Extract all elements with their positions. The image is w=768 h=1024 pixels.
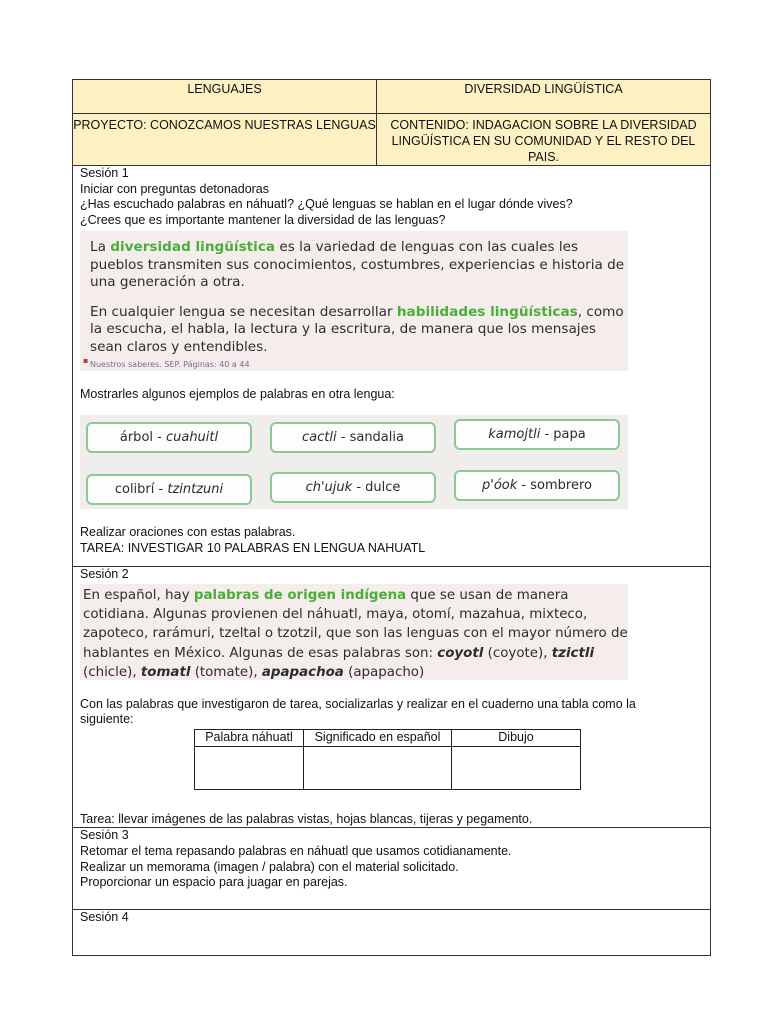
- word-card: [270, 422, 436, 453]
- word-native: cuahuitl: [165, 429, 219, 445]
- session-1-line: Iniciar con preguntas detonadoras: [80, 181, 270, 196]
- session-1-cell: [73, 166, 711, 567]
- session-1-line: ¿Crees que es importante mantener la diversidad de las lenguas?: [80, 212, 446, 227]
- word-spanish: árbol -: [119, 429, 166, 445]
- lesson-plan-table: [72, 79, 711, 956]
- excerpt-text: , como la escucha, el habla, la lectura y la escritura, de manera que los mensajes sean claros y entendibles.: [90, 303, 624, 355]
- textbook-excerpt-indigenous-words: [80, 584, 628, 680]
- example-word: apapachoa: [261, 665, 344, 681]
- word-native: p'óok: [482, 477, 518, 493]
- word-card: [454, 470, 620, 501]
- session-1-line: ¿Has escuchado palabras en náhuatl? ¿Qué lenguas se hablan en el lugar dónde vives?: [80, 197, 573, 212]
- activity-text: Realizar oraciones con estas palabras.: [80, 524, 296, 539]
- word-spanish: colibrí -: [114, 481, 168, 497]
- word-spanish: - dulce: [352, 479, 401, 495]
- session-2-homework: Tarea: llevar imágenes de las palabras vistas, hojas blancas, tijeras y pegamento.: [80, 811, 533, 826]
- header-row-2: [73, 114, 711, 166]
- session-3-title: Sesión 3: [80, 828, 129, 843]
- notebook-table-template: [194, 729, 581, 790]
- word-card: [270, 472, 436, 503]
- word-spanish: - papa: [540, 426, 586, 442]
- session-4-title: Sesión 4: [80, 910, 129, 925]
- word-card: [454, 419, 620, 450]
- session-1-title: Sesión 1: [80, 166, 129, 180]
- source-marker-icon: ▪: [83, 355, 89, 365]
- word-native: cactli: [302, 429, 337, 445]
- session-2-row: [73, 567, 711, 828]
- header-row-1: [73, 80, 711, 114]
- session-2-instructions: Con las palabras que investigaron de tarea, socializarlas y realizar en el cuaderno una tabla como la siguiente:: [80, 696, 636, 727]
- content-cell: CONTENIDO: INDAGACION SOBRE LA DIVERSIDAD LINGÜÍSTICA EN SU COMUNIDAD Y EL RESTO DEL PAIS.: [377, 114, 711, 166]
- col-header-drawing: Dibujo: [452, 729, 581, 746]
- highlight-term: habilidades lingüísticas: [396, 303, 578, 320]
- excerpt-text: En cualquier lengua se necesitan desarrollar: [90, 303, 397, 320]
- word-spanish: - sombrero: [517, 477, 592, 493]
- excerpt-paragraph-1: [90, 239, 628, 292]
- session-3-cell: [73, 828, 711, 910]
- word-card: [86, 474, 252, 505]
- word-native: kamojtli: [488, 426, 541, 442]
- example-word: tomatl: [140, 665, 191, 681]
- excerpt-text: es la variedad de lenguas con las cuales les pueblos transmiten sus conocimientos, costumbres, experiencias e historia de una generación a otra.: [90, 239, 625, 291]
- word-native: ch'ujuk: [305, 479, 353, 495]
- col-header-spanish-meaning: Significado en español: [304, 729, 452, 746]
- excerpt-paragraph-2: [90, 304, 628, 357]
- example-word: tzictli: [551, 645, 595, 661]
- highlight-term: palabras de origen indígena: [193, 587, 407, 603]
- word-spanish: - sandalia: [336, 429, 404, 445]
- empty-cell: [452, 746, 581, 789]
- word-examples-panel: [80, 415, 628, 509]
- session-3-row: [73, 828, 711, 910]
- session-3-line: Realizar un memorama (imagen / palabra) con el material solicitado.: [80, 859, 459, 874]
- textbook-excerpt-linguistic-diversity: [80, 231, 628, 371]
- example-meaning: (chicle),: [83, 665, 141, 681]
- session-3-line: Retomar el tema repasando palabras en náhuatl que usamos cotidianamente.: [80, 843, 512, 858]
- example-meaning: (apapacho): [343, 665, 425, 681]
- homework-text: TAREA: INVESTIGAR 10 PALABRAS EN LENGUA NAHUATL: [80, 540, 426, 555]
- project-cell: PROYECTO: CONOZCAMOS NUESTRAS LENGUAS: [73, 114, 377, 166]
- excerpt-text: En español, hay: [83, 587, 194, 603]
- subject-cell: LENGUAJES: [73, 80, 377, 114]
- empty-cell: [304, 746, 452, 789]
- session-4-cell: [73, 910, 711, 956]
- session-2-cell: [73, 567, 711, 828]
- session-1-row: [73, 166, 711, 567]
- example-meaning: (tomate),: [190, 665, 262, 681]
- word-native: tzintzuni: [167, 481, 224, 497]
- session-4-row: [73, 910, 711, 956]
- session-3-line: Proporcionar un espacio para juagar en parejas.: [80, 875, 348, 890]
- excerpt-text: que se usan de manera cotidiana. Algunas provienen del náhuatl, maya, otomí, mazahua, mixteco, zapoteco, rarámuri, tzeltal o tzotzil, que son las lenguas con el mayor número de hablantes en México. Algunas de esas palabras son:: [83, 587, 628, 661]
- excerpt-source: Nuestros saberes. SEP. Páginas: 40 a 44: [90, 360, 250, 370]
- examples-intro: Mostrarles algunos ejemplos de palabras en otra lengua:: [80, 387, 395, 402]
- word-card: [86, 422, 252, 453]
- example-word: coyotl: [437, 645, 484, 661]
- topic-cell: DIVERSIDAD LINGÜÍSTICA: [377, 80, 711, 114]
- excerpt-text: La: [90, 239, 111, 256]
- col-header-nahuatl-word: Palabra náhuatl: [195, 729, 304, 746]
- example-meaning: (coyote),: [483, 645, 552, 661]
- empty-cell: [195, 746, 304, 789]
- highlight-term: diversidad lingüística: [110, 239, 276, 256]
- session-2-title: Sesión 2: [80, 567, 129, 581]
